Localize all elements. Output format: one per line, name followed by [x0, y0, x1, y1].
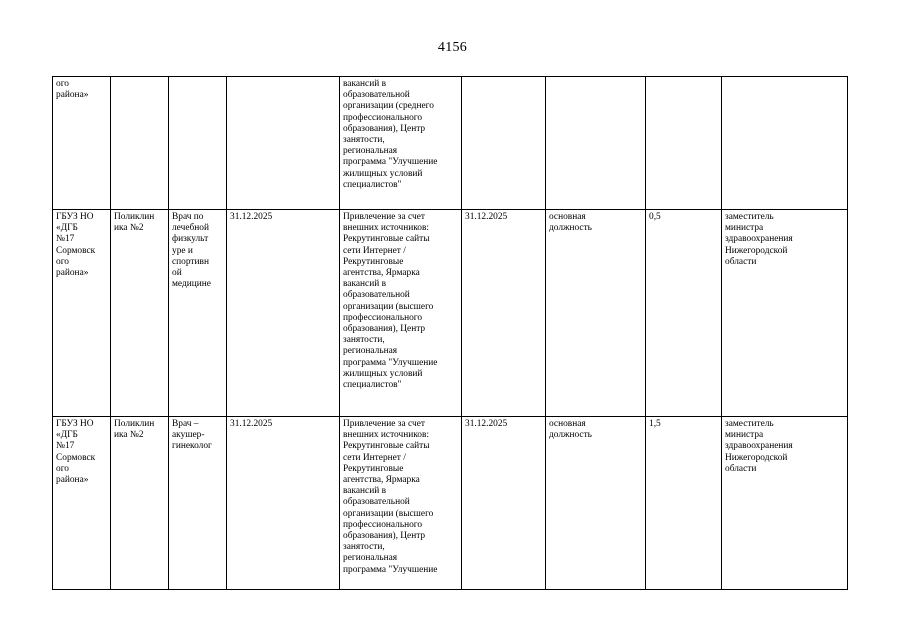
table-cell-date	[462, 77, 546, 210]
table-cell-job-type	[546, 77, 646, 210]
table-cell-deadline	[227, 77, 340, 210]
table-row	[53, 77, 848, 210]
vacancy-table	[52, 76, 848, 590]
table-cell-measures: Привлечение за счет внешних источников: Рекрутинговые сайты сети Интернет / Рекрутинговые агентства, Ярмарка вакансий в образовательной организации (высшего профессионального образования), Центр занятости, региональная программа "Улучшение	[340, 417, 462, 590]
table-cell-date: 31.12.2025	[462, 417, 546, 590]
table-cell-institution: ого района»	[53, 77, 111, 210]
table-cell-department	[111, 77, 169, 210]
table-cell-deadline: 31.12.2025	[227, 417, 340, 590]
table-cell-responsible	[722, 77, 848, 210]
table-cell-deadline: 31.12.2025	[227, 210, 340, 417]
table-cell-rate: 0,5	[646, 210, 722, 417]
table-cell-position: Врач по лечебной физкульт уре и спортивн ой медицине	[169, 210, 227, 417]
table-cell-position	[169, 77, 227, 210]
table-cell-measures: Привлечение за счет внешних источников: Рекрутинговые сайты сети Интернет / Рекрутинговые агентства, Ярмарка вакансий в образовательной организации (высшего профессионального образования), Центр занятости, региональная программа "Улучшение жилищных условий специалистов"	[340, 210, 462, 417]
page-number: 4156	[437, 40, 468, 55]
table-row	[53, 210, 848, 417]
table-cell-rate: 1,5	[646, 417, 722, 590]
table-row	[53, 417, 848, 590]
table-cell-job-type: основная должность	[546, 210, 646, 417]
table-cell-position: Врач – акушер- гинеколог	[169, 417, 227, 590]
table-cell-rate	[646, 77, 722, 210]
table-cell-measures: вакансий в образовательной организации (среднего профессионального образования), Центр занятости, региональная программа "Улучшение жилищных условий специалистов"	[340, 77, 462, 210]
table-cell-job-type: основная должность	[546, 417, 646, 590]
table-cell-responsible: заместитель министра здравоохранения Нижегородской области	[722, 210, 848, 417]
table-cell-department: Поликлин ика №2	[111, 417, 169, 590]
table-cell-date: 31.12.2025	[462, 210, 546, 417]
table-cell-institution: ГБУЗ НО «ДГБ №17 Сормовск ого района»	[53, 210, 111, 417]
table-cell-department: Поликлин ика №2	[111, 210, 169, 417]
table-cell-responsible: заместитель министра здравоохранения Нижегородской области	[722, 417, 848, 590]
table-cell-institution: ГБУЗ НО «ДГБ №17 Сормовск ого района»	[53, 417, 111, 590]
